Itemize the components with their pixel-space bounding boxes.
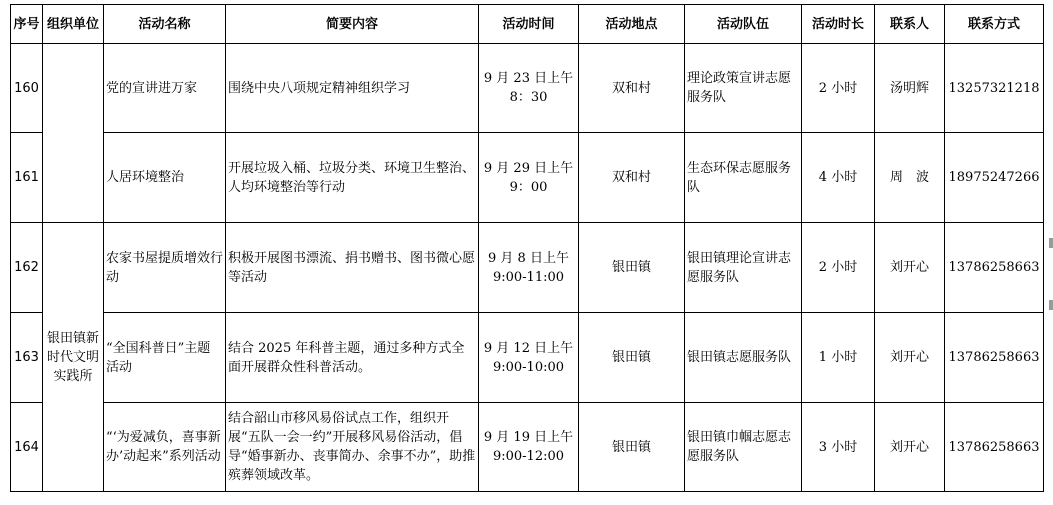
header-place: 活动地点 <box>579 5 685 44</box>
activity-place: 银田镇 <box>579 313 685 403</box>
activity-time: 9 月 12 日上午 9:00-10:00 <box>479 313 579 403</box>
activity-team: 生态环保志愿服务队 <box>685 133 802 223</box>
activity-contact: 刘开心 <box>875 223 945 313</box>
activity-team: 理论政策宣讲志愿服务队 <box>685 44 802 133</box>
activity-duration: 2 小时 <box>802 223 875 313</box>
activity-time: 9 月 8 日上午 9:00-11:00 <box>479 223 579 313</box>
header-duration: 活动时长 <box>802 5 875 44</box>
activity-name: 党的宣讲进万家 <box>104 44 226 133</box>
activity-contact: 周 波 <box>875 133 945 223</box>
header-time: 活动时间 <box>479 5 579 44</box>
activity-content: 结合韶山市移风易俗试点工作，组织开展“五队一会一约”开展移风易俗活动，倡导“婚事新办、丧事简办、余事不办”，助推殡葬领域改革。 <box>226 403 479 492</box>
activity-content: 围绕中央八项规定精神组织学习 <box>226 44 479 133</box>
activity-content: 开展垃圾入桶、垃圾分类、环境卫生整治、人均环境整治等行动 <box>226 133 479 223</box>
activity-content: 积极开展图书漂流、捐书赠书、图书微心愿等活动 <box>226 223 479 313</box>
activity-duration: 2 小时 <box>802 44 875 133</box>
activity-schedule-table <box>10 4 1044 492</box>
activity-content: 结合 2025 年科普主题，通过多种方式全面开展群众性科普活动。 <box>226 313 479 403</box>
activity-contact: 汤明辉 <box>875 44 945 133</box>
table-row <box>11 223 1044 313</box>
activity-place: 双和村 <box>579 133 685 223</box>
header-no: 序号 <box>11 5 43 44</box>
activity-name: “全国科普日”主题活动 <box>104 313 226 403</box>
row-number: 163 <box>11 313 43 403</box>
activity-phone: 13786258663 <box>945 403 1044 492</box>
header-phone: 联系方式 <box>945 5 1044 44</box>
activity-contact: 刘开心 <box>875 403 945 492</box>
org-unit-empty <box>43 44 104 223</box>
activity-name: 农家书屋提质增效行动 <box>104 223 226 313</box>
header-contact: 联系人 <box>875 5 945 44</box>
activity-place: 银田镇 <box>579 223 685 313</box>
activity-time: 9 月 29 日上午 9：00 <box>479 133 579 223</box>
activity-name: “‘为爱减负，喜事新办’动起来”系列活动 <box>104 403 226 492</box>
activity-phone: 13786258663 <box>945 313 1044 403</box>
activity-team: 银田镇理论宣讲志愿服务队 <box>685 223 802 313</box>
row-number: 160 <box>11 44 43 133</box>
activity-duration: 1 小时 <box>802 313 875 403</box>
row-number: 164 <box>11 403 43 492</box>
table-row <box>11 313 1044 403</box>
header-org: 组织单位 <box>43 5 104 44</box>
table-row <box>11 403 1044 492</box>
activity-phone: 13257321218 <box>945 44 1044 133</box>
activity-team: 银田镇志愿服务队 <box>685 313 802 403</box>
row-number: 161 <box>11 133 43 223</box>
activity-time: 9 月 23 日上午 8：30 <box>479 44 579 133</box>
row-number: 162 <box>11 223 43 313</box>
header-team: 活动队伍 <box>685 5 802 44</box>
table-row <box>11 133 1044 223</box>
page-edge-mark <box>1049 300 1053 310</box>
activity-duration: 3 小时 <box>802 403 875 492</box>
header-name: 活动名称 <box>104 5 226 44</box>
header-content: 简要内容 <box>226 5 479 44</box>
activity-place: 双和村 <box>579 44 685 133</box>
activity-contact: 刘开心 <box>875 313 945 403</box>
activity-time: 9 月 19 日上午 9:00-12:00 <box>479 403 579 492</box>
activity-name: 人居环境整治 <box>104 133 226 223</box>
header-row <box>11 5 1044 44</box>
page-edge-mark <box>1049 238 1053 248</box>
activity-phone: 18975247266 <box>945 133 1044 223</box>
org-unit: 银田镇新时代文明实践所 <box>43 223 104 492</box>
activity-team: 银田镇巾帼志愿志愿服务队 <box>685 403 802 492</box>
activity-duration: 4 小时 <box>802 133 875 223</box>
table-row <box>11 44 1044 133</box>
activity-phone: 13786258663 <box>945 223 1044 313</box>
activity-place: 银田镇 <box>579 403 685 492</box>
